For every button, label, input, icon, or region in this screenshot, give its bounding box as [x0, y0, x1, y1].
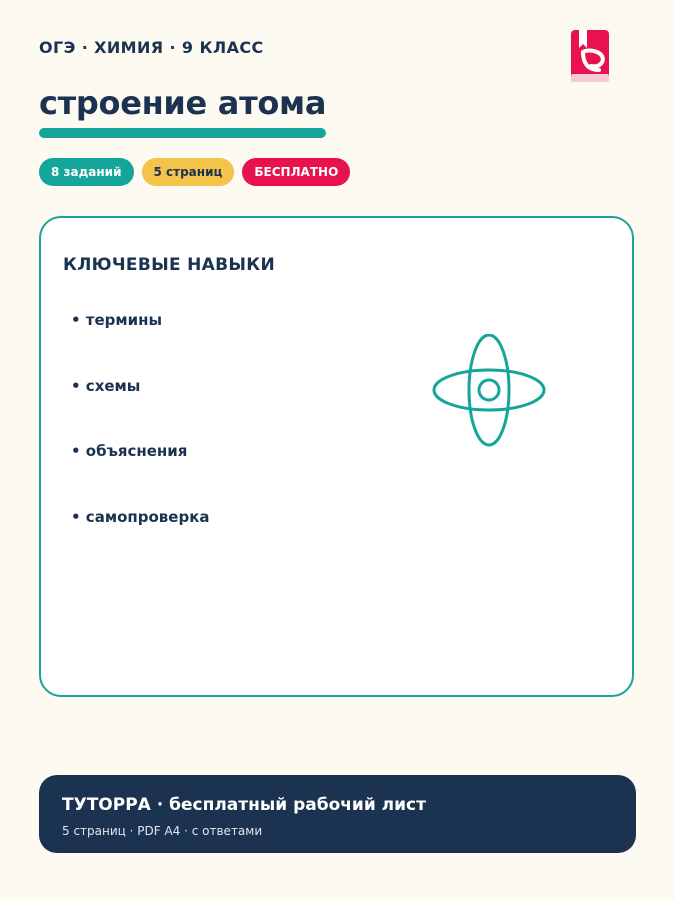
footer-title: ТУТОРРА · бесплатный рабочий лист [62, 795, 426, 815]
book-bookmark-logo-icon [569, 28, 613, 86]
page-title: строение атома [39, 84, 327, 122]
key-skills-card [39, 216, 634, 697]
footer-subtitle: 5 страниц · PDF A4 · с ответами [62, 824, 263, 838]
tasks-count-badge: 8 заданий [39, 158, 134, 186]
free-badge: БЕСПЛАТНО [242, 158, 350, 186]
footer-banner [39, 775, 636, 853]
title-underline [39, 128, 326, 138]
skill-item-explanations: • объяснения [71, 442, 188, 460]
atom-icon [431, 334, 547, 450]
skill-item-diagrams: • схемы [71, 377, 141, 395]
pages-count-badge: 5 страниц [142, 158, 235, 186]
badge-row [39, 158, 350, 186]
skill-item-terms: • термины [71, 311, 163, 329]
skills-heading: КЛЮЧЕВЫЕ НАВЫКИ [63, 255, 276, 275]
skill-item-self-check: • самопроверка [71, 508, 210, 526]
subject-kicker: ОГЭ · ХИМИЯ · 9 КЛАСС [39, 38, 264, 57]
